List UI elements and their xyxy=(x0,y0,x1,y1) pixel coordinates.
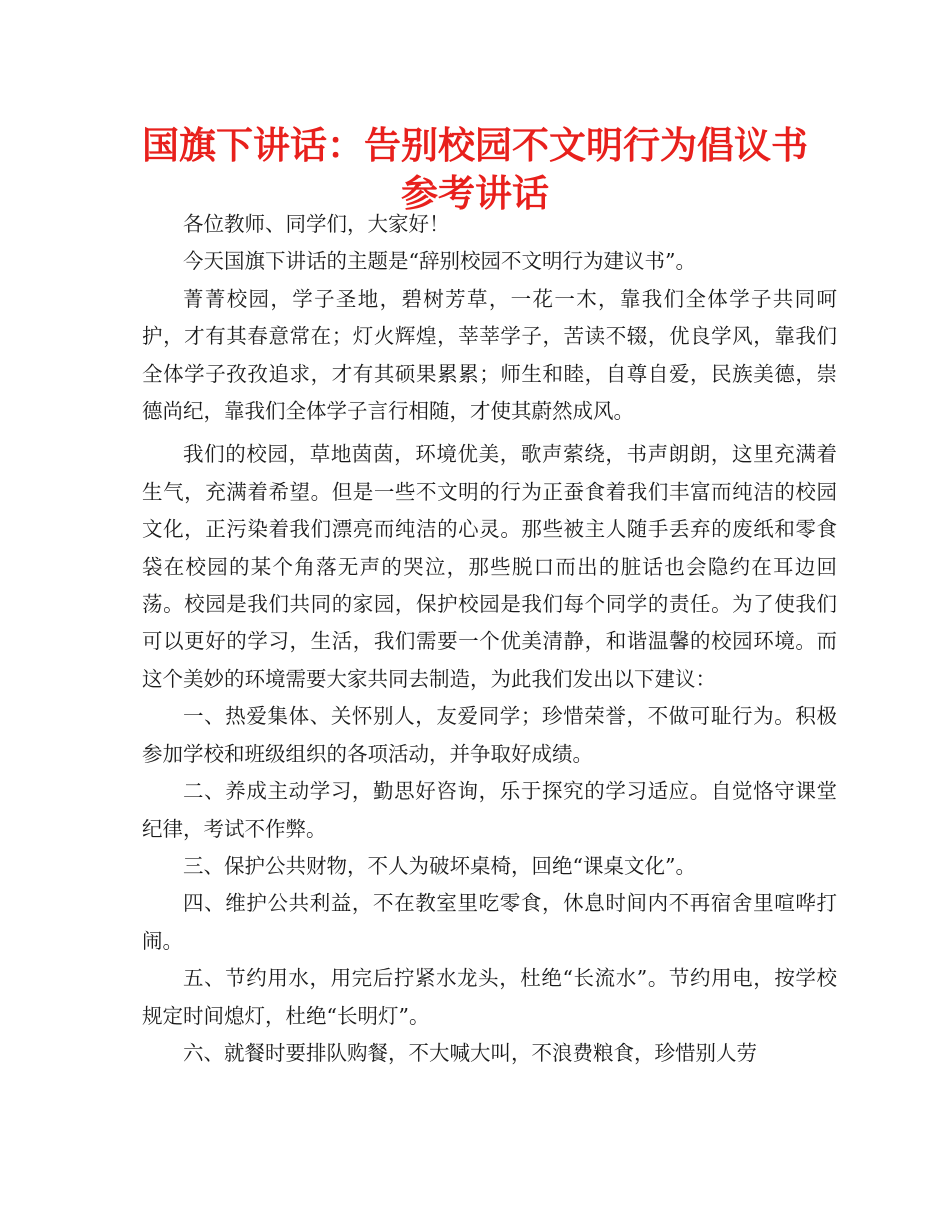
proposal-item-1: 一、热爱集体、关怀别人，友爱同学；珍惜荣誉，不做可耻行为。积极参加学校和班级组织的各项活动，并争取好成绩。 xyxy=(142,704,837,766)
document-title-line-1: 国旗下讲话：告别校园不文明行为倡议书 xyxy=(142,124,808,167)
proposal-item-6: 六、就餐时要排队购餐，不大喊大叫，不浪费粮食，珍惜别人劳 xyxy=(183,1040,757,1065)
proposal-item-2: 二、养成主动学习，勤思好咨询，乐于探究的学习适应。自觉恪守课堂纪律，考试不作弊。 xyxy=(142,779,837,841)
paragraph-greeting: 各位教师、同学们，大家好！ xyxy=(183,212,450,236)
paragraph-topic: 今天国旗下讲话的主题是“辞别校园不文明行为建议书”。 xyxy=(183,249,696,274)
proposal-item-3: 三、保护公共财物，不人为破坏桌椅，回绝“课桌文化”。 xyxy=(183,853,696,878)
paragraph-campus: 菁菁校园，学子圣地，碧树芳草，一花一木，靠我们全体学子共同呵护，才有其春意常在；灯火辉煌，莘莘学子，苦读不辍，优良学风，靠我们全体学子孜孜追求，才有其硕果累累；师生和睦，自尊自爱，民族美德，崇德尚纪，靠我们全体学子言行相随，才使其蔚然成风。 xyxy=(142,286,837,424)
paragraph-environment: 我们的校园，草地茵茵，环境优美，歌声萦绕，书声朗朗，这里充满着生气，充满着希望。但是一些不文明的行为正蚕食着我们丰富而纯洁的校园文化，正污染着我们漂亮而纯洁的心灵。那些被主人随手丢弃的废纸和零食袋在校园的某个角落无声的哭泣，那些脱口而出的脏话也会隐约在耳边回荡。校园是我们共同的家园，保护校园是我们每个同学的责任。为了使我们可以更好的学习，生活，我们需要一个优美清静，和谐温馨的校园环境。而这个美妙的环境需要大家共同去制造，为此我们发出以下建议： xyxy=(142,442,837,691)
document-body xyxy=(142,206,837,1072)
proposal-item-4: 四、维护公共利益，不在教室里吃零食，休息时间内不再宿舍里喧哗打闹。 xyxy=(142,891,837,953)
proposal-item-5: 五、节约用水，用完后拧紧水龙头，杜绝“长流水”。节约用电，按学校规定时间熄灯，杜绝“长明灯”。 xyxy=(142,966,837,1028)
document-title-line-2: 参考讲话 xyxy=(401,172,549,215)
